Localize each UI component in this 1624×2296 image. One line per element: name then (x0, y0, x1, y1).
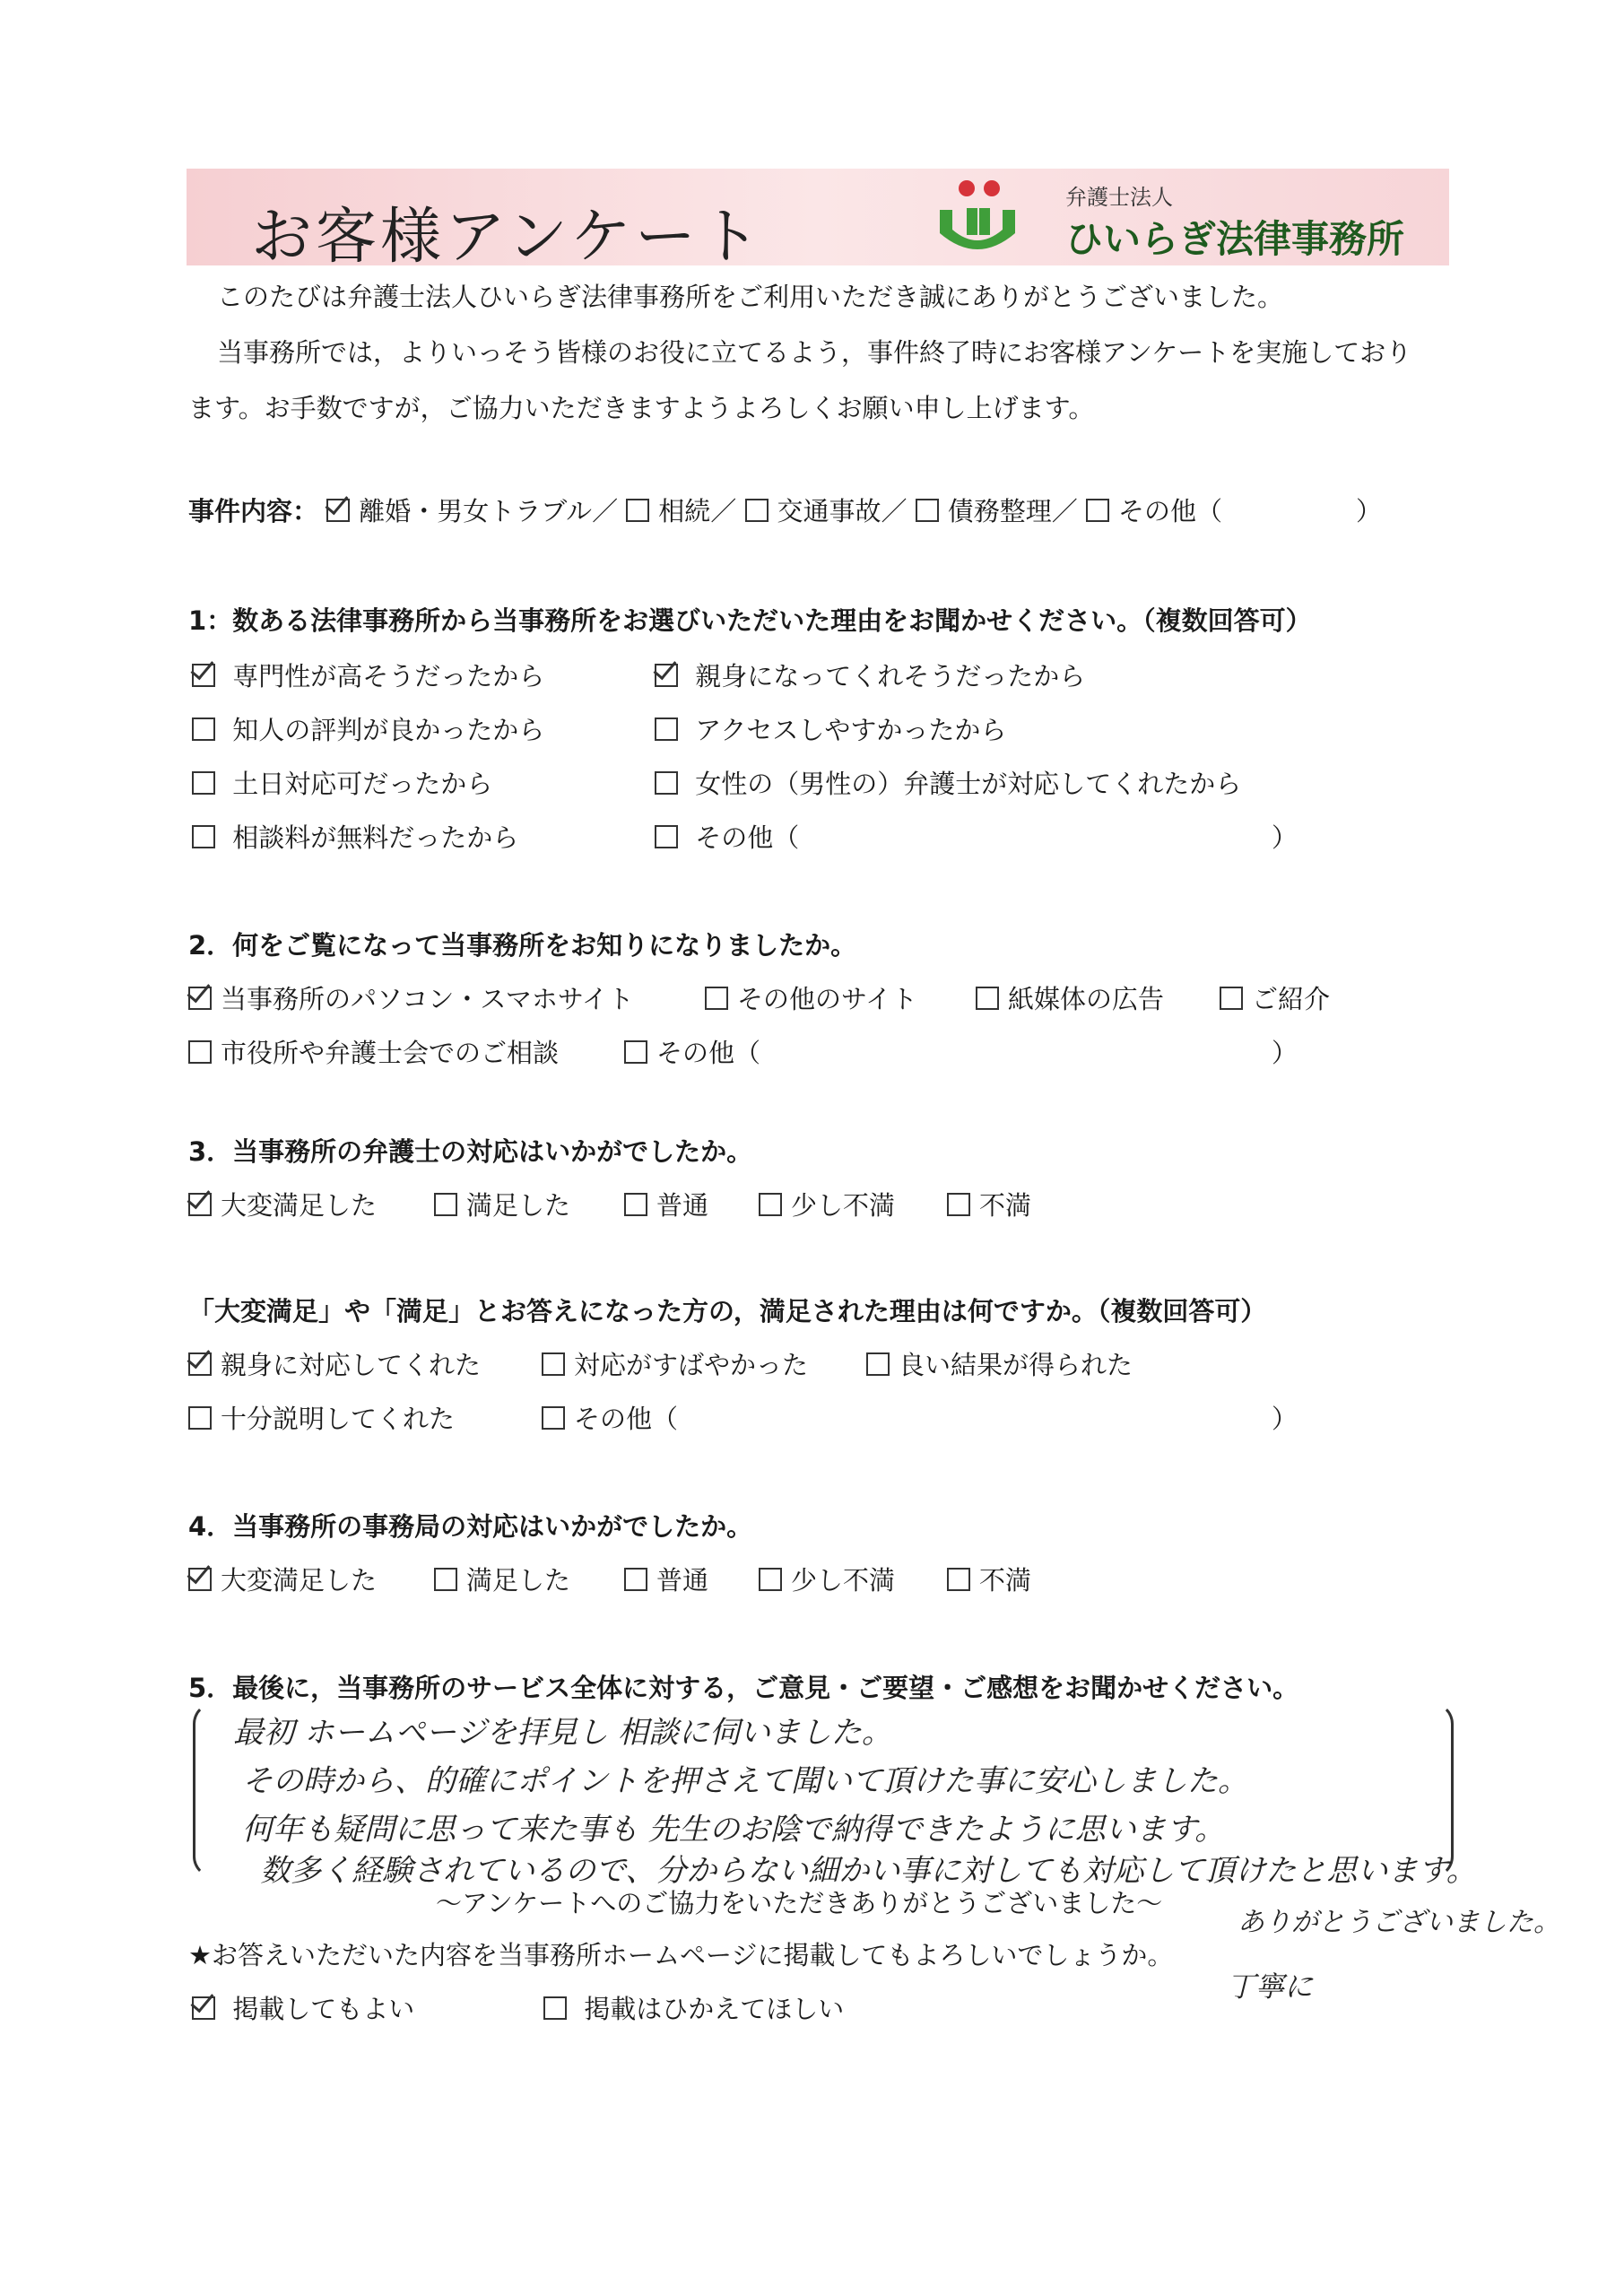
q1-option-access[interactable]: アクセスしやすかったから (655, 710, 1006, 747)
q1-option-weekend[interactable]: 土日対応可だったから (192, 764, 492, 801)
q3b-option-explained[interactable]: 十分説明してくれた (188, 1399, 455, 1436)
intro-line-3: ます。お手数ですが，ご協力いただきますようよろしくお願い申し上げます。 (188, 393, 1095, 423)
q3-checkbox[interactable] (188, 1193, 212, 1216)
case-checkbox-traffic[interactable] (745, 499, 769, 522)
q1-checkbox[interactable] (655, 825, 678, 848)
q3-option-normal[interactable]: 普通 (624, 1186, 708, 1222)
q1-option-gender[interactable]: 女性の（男性の）弁護士が対応してくれたから (655, 764, 1241, 801)
q1-option-reputation[interactable]: 知人の評判が良かったから (192, 710, 544, 747)
publish-checkbox[interactable] (543, 1996, 567, 2020)
handwritten-line-2: その時から、的確にポイントを押さえて聞いて頂けた事に安心しました。 (242, 1763, 1248, 1799)
handwritten-line-3: 何年も疑問に思って来た事も 先生のお陰で納得できたように思います。 (242, 1812, 1226, 1848)
q4-checkbox[interactable] (188, 1568, 212, 1591)
page-title: お客様アンケート (251, 202, 764, 273)
q3-checkbox[interactable] (759, 1193, 782, 1216)
q3-option-very-satisfied[interactable]: 大変満足した (188, 1186, 377, 1222)
q2-option-city-office[interactable]: 市役所や弁護士会でのご相談 (188, 1033, 559, 1070)
q3-option-unsatisfied[interactable]: 不満 (947, 1186, 1031, 1222)
case-option-divorce: 離婚・男女トラブル／ (359, 496, 619, 526)
case-type-label: 事件内容： (188, 496, 319, 526)
q2-checkbox[interactable] (188, 987, 212, 1010)
q4-checkbox[interactable] (624, 1568, 647, 1591)
q2-checkbox[interactable] (624, 1040, 647, 1064)
case-type-row (188, 491, 1222, 528)
q1-option-caring[interactable]: 親身になってくれそうだったから (655, 657, 1085, 693)
case-option-other: その他（ (1118, 496, 1223, 526)
q3b-checkbox[interactable] (866, 1352, 890, 1376)
q5-heading: 5．最後に，当事務所のサービス全体に対する，ご意見・ご要望・ご感想をお聞かせください。 (188, 1673, 1299, 1703)
q1-option-free[interactable]: 相談料が無料だったから (192, 818, 518, 855)
q2-checkbox[interactable] (1220, 987, 1243, 1010)
q2-option-other[interactable]: その他（ (624, 1033, 760, 1070)
q1-heading: 1：数ある法律事務所から当事務所をお選びいただいた理由をお聞かせください。（複数回答可） (188, 605, 1312, 636)
handwritten-note: 丁寧に (1227, 1970, 1314, 2004)
closing-message: ～アンケートへのご協力をいただきありがとうございました～ (436, 1888, 1163, 1918)
q3b-heading: 「大変満足」や「満足」とお答えになった方の，満足された理由は何ですか。（複数回答可） (188, 1296, 1267, 1326)
q1-other-close: ） (1272, 822, 1298, 853)
firm-name: ひいらぎ法律事務所 (1065, 217, 1405, 261)
q3-checkbox[interactable] (624, 1193, 647, 1216)
q1-option-expertise[interactable]: 専門性が高そうだったから (192, 657, 544, 693)
q2-heading: 2．何をご覧になって当事務所をお知りになりましたか。 (188, 930, 857, 961)
q3b-checkbox[interactable] (188, 1406, 212, 1430)
q3-checkbox[interactable] (434, 1193, 457, 1216)
q1-checkbox[interactable] (192, 825, 215, 848)
q3b-checkbox[interactable] (542, 1406, 565, 1430)
case-checkbox-other[interactable] (1086, 499, 1109, 522)
case-checkbox-divorce[interactable] (326, 499, 350, 522)
q1-checkbox[interactable] (655, 664, 678, 687)
q2-option-print[interactable]: 紙媒体の広告 (976, 979, 1164, 1016)
handwritten-thanks: ありがとうございました。 (1238, 1907, 1560, 1938)
q4-checkbox[interactable] (434, 1568, 457, 1591)
q2-other-close: ） (1272, 1038, 1298, 1068)
intro-line-1: このたびは弁護士法人ひいらぎ法律事務所をご利用いただき誠にありがとうございました。 (217, 282, 1284, 312)
q1-checkbox[interactable] (192, 718, 215, 741)
handwritten-line-1: 最初 ホームページを拝見し 相談に伺いました。 (233, 1715, 892, 1751)
q3b-option-other[interactable]: その他（ (542, 1399, 678, 1436)
handwritten-line-4: 数多く経験されているので、分からない細かい事に対しても対応して頂けたと思います。 (260, 1853, 1477, 1889)
case-checkbox-inheritance[interactable] (626, 499, 649, 522)
case-other-close: ） (1356, 496, 1383, 526)
q1-checkbox[interactable] (192, 664, 215, 687)
q1-checkbox[interactable] (192, 771, 215, 795)
q4-option-normal[interactable]: 普通 (624, 1561, 708, 1597)
q3b-checkbox[interactable] (188, 1352, 212, 1376)
q2-option-other-site[interactable]: その他のサイト (705, 979, 917, 1016)
q3b-option-quick[interactable]: 対応がすばやかった (542, 1345, 808, 1382)
case-checkbox-debt[interactable] (916, 499, 939, 522)
firm-type: 弁護士法人 (1065, 185, 1173, 210)
q1-checkbox[interactable] (655, 718, 678, 741)
q4-checkbox[interactable] (947, 1568, 970, 1591)
q4-heading: 4．当事務所の事務局の対応はいかがでしたか。 (188, 1511, 753, 1542)
q2-checkbox[interactable] (705, 987, 728, 1010)
publish-question: ★お答えいただいた内容を当事務所ホームページに掲載してもよろしいでしょうか。 (188, 1940, 1174, 1970)
q3-option-satisfied[interactable]: 満足した (434, 1186, 570, 1222)
intro-line-2: 当事務所では，よりいっそう皆様のお役に立てるよう，事件終了時にお客様アンケートを実施しており (217, 337, 1412, 368)
q3b-checkbox[interactable] (542, 1352, 565, 1376)
q3b-option-good-result[interactable]: 良い結果が得られた (866, 1345, 1133, 1382)
case-option-traffic: 交通事故／ (777, 496, 908, 526)
q4-option-slightly-unsatisfied[interactable]: 少し不満 (759, 1561, 895, 1597)
q2-checkbox[interactable] (976, 987, 999, 1010)
q4-option-satisfied[interactable]: 満足した (434, 1561, 570, 1597)
q3-option-slightly-unsatisfied[interactable]: 少し不満 (759, 1186, 895, 1222)
q1-option-other[interactable]: その他（ (655, 818, 799, 855)
q3b-other-close: ） (1272, 1404, 1298, 1434)
q3b-option-caring[interactable]: 親身に対応してくれた (188, 1345, 481, 1382)
case-option-inheritance: 相続／ (658, 496, 737, 526)
case-option-debt: 債務整理／ (947, 496, 1078, 526)
q3-heading: 3．当事務所の弁護士の対応はいかがでしたか。 (188, 1136, 753, 1167)
firm-logo-icon (933, 176, 1022, 257)
q4-option-unsatisfied[interactable]: 不満 (947, 1561, 1031, 1597)
q2-option-website[interactable]: 当事務所のパソコン・スマホサイト (188, 979, 634, 1016)
q4-option-very-satisfied[interactable]: 大変満足した (188, 1561, 377, 1597)
publish-option-yes[interactable]: 掲載してもよい (192, 1989, 414, 2026)
q1-checkbox[interactable] (655, 771, 678, 795)
publish-checkbox[interactable] (192, 1996, 215, 2020)
q3-checkbox[interactable] (947, 1193, 970, 1216)
q2-checkbox[interactable] (188, 1040, 212, 1064)
q4-checkbox[interactable] (759, 1568, 782, 1591)
publish-option-no[interactable]: 掲載はひかえてほしい (543, 1989, 844, 2026)
q2-option-referral[interactable]: ご紹介 (1220, 979, 1330, 1016)
